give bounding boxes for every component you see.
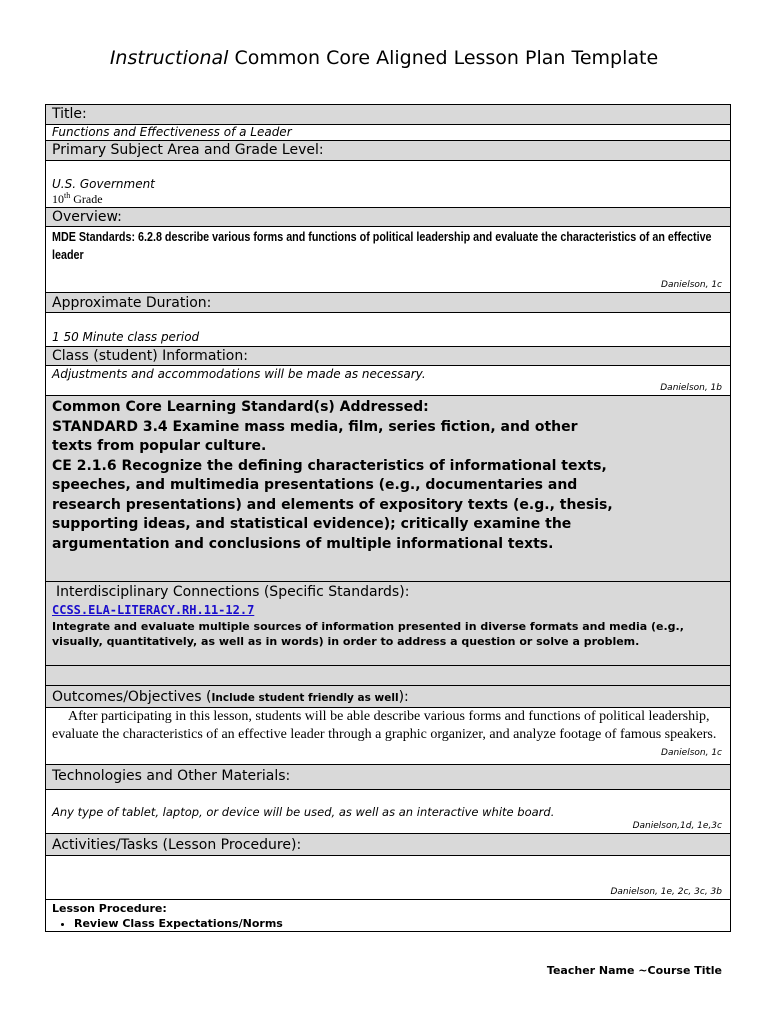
technology-label: Technologies and Other Materials: [52, 768, 291, 784]
interdisciplinary-label: Interdisciplinary Connections (Specific Standards): [56, 584, 410, 600]
outcomes-label-close: ): [398, 689, 409, 705]
technology-value: Any type of tablet, laptop, or device will be used, as well as an interactive white board. [52, 805, 555, 819]
subject-label-row [46, 140, 730, 160]
ccss-heading: Common Core Learning Standard(s) Addressed: [52, 399, 429, 415]
outcomes-reference: Danielson, 1c [661, 748, 722, 758]
duration-label-row [46, 292, 730, 312]
technology-label-row [46, 764, 730, 789]
activities-label: Activities/Tasks (Lesson Procedure): [52, 837, 302, 853]
interdisciplinary-section [46, 581, 730, 665]
procedure-label: Lesson Procedure: [52, 902, 167, 915]
grade-suffix: th [64, 191, 71, 200]
technology-reference: Danielson,1d, 1e,3c [632, 821, 722, 831]
activities-row [46, 855, 730, 899]
outcomes-label: Outcomes/Objectives ( [52, 689, 212, 705]
document-title-rest: Common Core Aligned Lesson Plan Template [228, 47, 659, 69]
ccss-section [46, 395, 730, 581]
class-reference: Danielson, 1b [660, 383, 722, 393]
class-row [46, 365, 730, 395]
ccss-line: research presentations) and elements of expository texts (e.g., thesis, [52, 496, 613, 513]
document-title [0, 47, 768, 69]
outcomes-label-row [46, 685, 730, 707]
ccss-line: speeches, and multimedia presentations (e.g., documentaries and [52, 477, 578, 493]
outcomes-note: Include student friendly as well [211, 692, 399, 704]
technology-row [46, 789, 730, 833]
title-value-row [46, 124, 730, 140]
class-value: Adjustments and accommodations will be made as necessary. [52, 367, 426, 381]
ccss-line: STANDARD 3.4 Examine mass media, film, series fiction, and other [52, 418, 578, 435]
overview-text: MDE Standards: 6.2.8 describe various forms and functions of political leadership and evaluate the characteristics of an effective leader [52, 230, 712, 262]
procedure-list [52, 916, 724, 931]
activities-label-row [46, 833, 730, 855]
activities-reference: Danielson, 1e, 2c, 3c, 3b [610, 887, 722, 897]
subject-value: U.S. Government [52, 177, 155, 191]
title-value: Functions and Effectiveness of a Leader [52, 125, 292, 139]
duration-row [46, 312, 730, 346]
duration-label: Approximate Duration: [52, 295, 212, 311]
outcomes-text: After participating in this lesson, students will be able describe various forms and functions of political leadership, evaluate the characteristics of an effective leader through a graphic organizer, and analyze footage of famous speakers. [52, 709, 717, 742]
document-title-italic: Instructional [109, 47, 229, 69]
ccss-link[interactable]: CCSS.ELA-LITERACY.RH.11-12.7 [52, 603, 255, 617]
grade-number: 10 [52, 192, 64, 206]
subject-value-row [46, 160, 730, 207]
grade-word: Grade [70, 192, 103, 206]
overview-row [46, 226, 730, 292]
overview-label-row [46, 207, 730, 226]
interdisciplinary-text: Integrate and evaluate multiple sources of information presented in diverse formats and media (e.g., visually, quantitatively, as well as in words) in order to address a question or solve a problem. [52, 620, 684, 648]
ccss-line: CE 2.1.6 Recognize the defining characteristics of informational texts, [52, 457, 607, 474]
title-label: Title: [52, 106, 87, 122]
grade-level [52, 191, 103, 207]
subject-label: Primary Subject Area and Grade Level: [52, 142, 324, 158]
overview-label: Overview: [52, 209, 122, 225]
duration-value: 1 50 Minute class period [52, 330, 200, 344]
ccss-line: texts from popular culture. [52, 438, 267, 454]
procedure-item: • Review Class Expectations/Norms [74, 916, 724, 931]
footer-text: Teacher Name ~Course Title [546, 964, 722, 977]
ccss-line: supporting ideas, and statistical evidence); critically examine the [52, 516, 572, 532]
lesson-plan-table [45, 104, 731, 932]
class-label: Class (student) Information: [52, 348, 248, 364]
spacer-row [46, 665, 730, 685]
outcomes-row [46, 707, 730, 764]
title-label-row [46, 105, 730, 124]
class-label-row [46, 346, 730, 365]
overview-reference: Danielson, 1c [661, 280, 722, 290]
procedure-row [46, 899, 730, 931]
ccss-line: argumentation and conclusions of multiple informational texts. [52, 535, 554, 552]
